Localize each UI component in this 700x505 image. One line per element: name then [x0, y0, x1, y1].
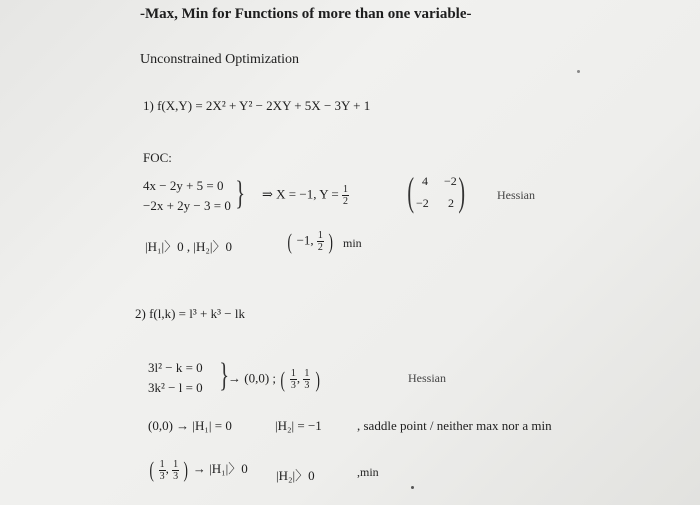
- problem1-conditions: |H₁|〉0 , |H₂|〉0: [145, 239, 233, 254]
- problem2-eq1: 3l² − k = 0: [148, 360, 203, 375]
- problem2-critical-points: → (0,0) ; ( $\frac{1}{3}$ , $\frac{1}{3}$ ): [228, 366, 320, 392]
- frac-b: $\frac{1}{3}$: [304, 368, 310, 391]
- hessian-matrix: [407, 169, 465, 216]
- problem2-equations: [148, 358, 203, 398]
- problem2-eq2: 3k² − l = 0: [148, 380, 203, 395]
- frac-c: $\frac{1}{3}$: [159, 458, 165, 482]
- hessian-label-1: Hessian: [497, 188, 535, 202]
- problem1-critical-point: ( −1, $\frac{1}{2}$ ): [287, 228, 334, 254]
- problem1-function: 1) f(X,Y) = 2X² + Y² − 2XY + 5X − 3Y + 1: [143, 98, 371, 113]
- point-fraction: $\frac{1}{2}$: [317, 230, 323, 253]
- matrix-left-paren: (: [407, 169, 414, 214]
- origin-check-1: (0,0) → |H₁| = 0: [148, 418, 232, 433]
- second-point-check: ( $\frac{1}{3}$ , $\frac{1}{3}$ ) → |H₁|〉0: [149, 457, 248, 483]
- right-brace-2: }: [219, 357, 230, 394]
- y-fraction: [342, 184, 349, 207]
- second-check-1: → |H₁|〉0: [192, 461, 248, 476]
- right-brace: }: [235, 175, 246, 212]
- speck: [577, 70, 580, 73]
- hessian-label-2: Hessian: [408, 371, 446, 385]
- y-fraction-num: 1: [342, 184, 348, 195]
- problem1-solution: [262, 184, 349, 207]
- problem2-result: ,min: [357, 465, 379, 479]
- y-fraction-den: 2: [342, 196, 348, 207]
- second-check-2: |H₂|〉0: [276, 468, 315, 483]
- foc-label: FOC:: [143, 150, 172, 165]
- matrix-right-paren: ): [458, 169, 465, 214]
- hessian-a22: 2: [448, 196, 454, 210]
- frac-d: $\frac{1}{3}$: [173, 458, 179, 482]
- hessian-a12: −2: [444, 174, 457, 188]
- hessian-a11: 4: [422, 174, 428, 188]
- points-text: → (0,0) ;: [228, 370, 277, 386]
- problem1-result: min: [343, 236, 362, 250]
- problem1-eq2: −2x + 2y − 3 = 0: [143, 198, 231, 213]
- speck-2: [411, 486, 414, 489]
- problem1-eq1: 4x − 2y + 5 = 0: [143, 178, 224, 193]
- problem1-equations: [143, 176, 231, 216]
- solution-text: ⇒ X = −1, Y =: [262, 186, 339, 202]
- hessian-a21: −2: [416, 196, 429, 210]
- page-title: -Max, Min for Functions of more than one variable-: [140, 6, 472, 22]
- point-text: −1,: [296, 232, 314, 248]
- saddle-conclusion: , saddle point / neither max nor a min: [357, 418, 552, 433]
- frac-a: $\frac{1}{3}$: [290, 368, 296, 391]
- origin-check-2: |H₂| = −1: [275, 418, 322, 433]
- problem2-function: 2) f(l,k) = l³ + k³ − lk: [135, 306, 245, 321]
- section-heading: Unconstrained Optimization: [140, 52, 300, 67]
